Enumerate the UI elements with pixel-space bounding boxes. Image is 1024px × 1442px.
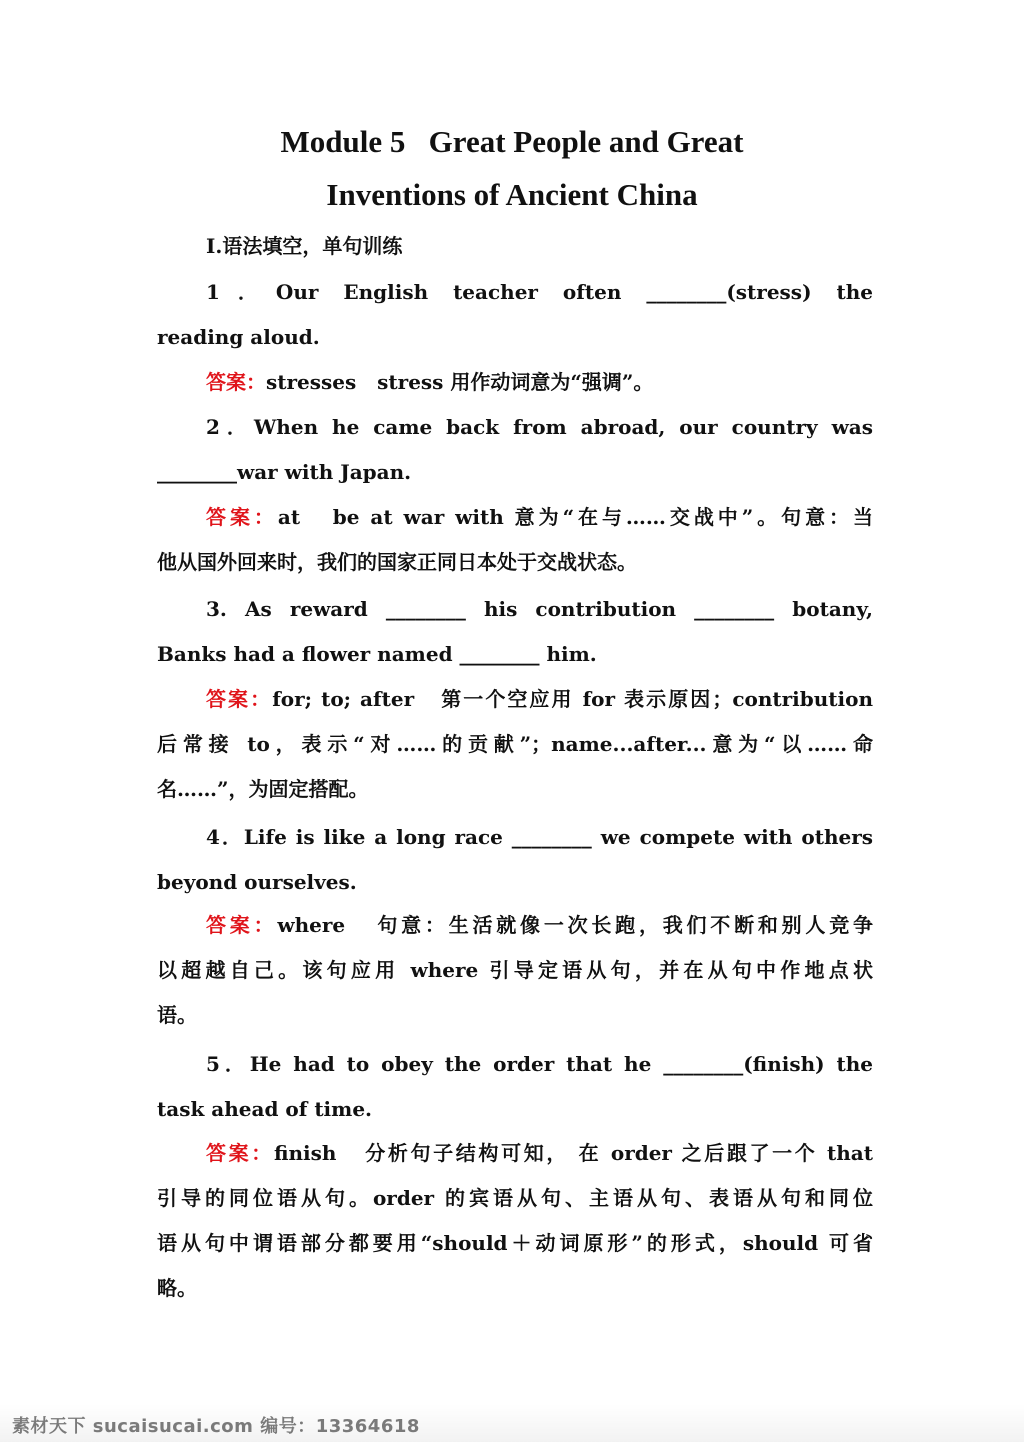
answer-4 <box>157 903 873 1038</box>
question-text: Banks had a flower named ________ him. <box>157 642 597 666</box>
answer-text: 语从句中谓语部分都要用“should＋动词原形”的形式，should 可省 <box>157 1231 873 1255</box>
answer-text: 引导的同位语从句。order 的宾语从句、主语从句、表语从句和同位 <box>157 1186 873 1210</box>
question-text: 2．When he came back from abroad, our country was <box>206 415 873 439</box>
question-text: 5．He had to obey the order that he ________(finish) the <box>206 1052 873 1076</box>
answer-text: stresses stress 用作动词意为“强调”。 <box>266 370 654 394</box>
question-text: beyond ourselves. <box>157 870 357 894</box>
answer-label: 答案： <box>206 687 273 711</box>
question-text: reading aloud. <box>157 325 320 349</box>
answer-label: 答案： <box>206 505 278 529</box>
question-text: ________war with Japan. <box>157 460 412 484</box>
question-text: 4．Life is like a long race ________ we compete with others <box>206 825 873 849</box>
question-2 <box>157 405 873 495</box>
answer-2 <box>157 495 873 585</box>
question-text: task ahead of time. <box>157 1097 372 1121</box>
question-1 <box>157 270 873 360</box>
watermark-bar <box>0 1404 1024 1442</box>
answer-text: 后常接 to，表示“对……的贡献”；name...after...意为“以……命 <box>157 732 873 756</box>
question-4 <box>157 815 873 905</box>
answer-text: 名……”，为固定搭配。 <box>157 777 369 801</box>
answer-3 <box>157 677 873 812</box>
answer-label: 答案： <box>206 913 278 937</box>
section-heading: Ⅰ.语法填空，单句训练 <box>206 234 403 258</box>
answer-text: 语。 <box>157 1003 197 1027</box>
answer-text: 略。 <box>157 1276 197 1300</box>
answer-5 <box>157 1131 873 1311</box>
answer-text: 以超越自己。该句应用 where 引导定语从句，并在从句中作地点状 <box>157 958 873 982</box>
question-text: 1．Our English teacher often ________(stress) the <box>206 280 873 304</box>
page-title-line-1: Module 5 Great People and Great <box>280 124 744 159</box>
watermark-text: 素材天下 sucaisucai.com 编号：13364618 <box>12 1416 420 1437</box>
answer-text: 他从国外回来时，我们的国家正同日本处于交战状态。 <box>157 550 637 574</box>
answer-label: 答案： <box>206 1141 274 1165</box>
question-3 <box>157 587 873 677</box>
answer-1 <box>157 360 873 405</box>
answer-text: where 句意：生活就像一次长跑，我们不断和别人竞争 <box>277 913 873 937</box>
question-text: 3. As reward ________ his contribution ________ botany, <box>206 597 873 621</box>
answer-text: finish 分析句子结构可知， 在 order 之后跟了一个 that <box>273 1141 873 1165</box>
page-title-line-2: Inventions of Ancient China <box>326 177 698 212</box>
answer-label: 答案： <box>206 370 266 394</box>
answer-text: at be at war with 意为“在与……交战中”。句意：当 <box>277 505 873 529</box>
answer-text: for; to; after 第一个空应用 for 表示原因；contribution <box>272 687 873 711</box>
question-5 <box>157 1042 873 1132</box>
